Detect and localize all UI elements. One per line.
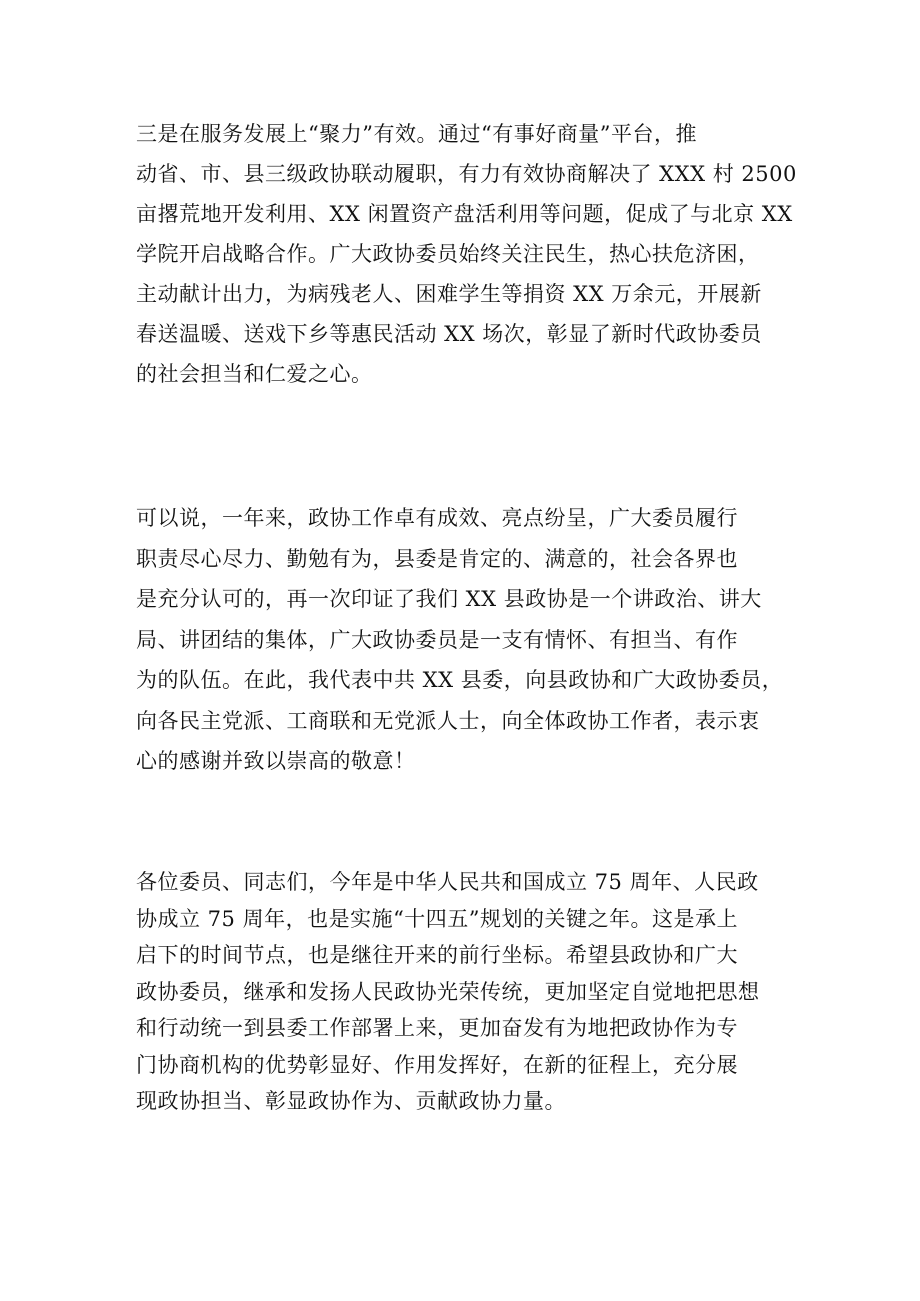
text-line: 现政协担当、彰显政协作为、贡献政协力量。	[136, 1089, 566, 1113]
text-line: 启下的时间节点，也是继往开来的前行坐标。希望县政协和广大	[136, 943, 738, 967]
text-line: 向各民主党派、工商联和无党派人士，向全体政协工作者，表示衷	[136, 708, 760, 733]
text-line: 各位委员、同志们，今年是中华人民共和国成立 75 周年、人民政	[136, 870, 759, 894]
text-line: 为的队伍。在此，我代表中共 XX 县委，向县政协和广大政协委员，	[136, 668, 784, 692]
text-line: 主动献计出力，为病残老人、困难学生等捐资 XX 万余元，开展新	[136, 282, 762, 306]
paragraph-anniversary-outlook	[136, 864, 796, 1120]
text-line: 政协委员，继承和发扬人民政协光荣传统，更加坚定自觉地把思想	[136, 979, 760, 1004]
text-line: 三是在服务发展上“聚力”有效。通过“有事好商量”平台，推	[136, 122, 697, 146]
text-line: 局、讲团结的集体，广大政协委员是一支有情怀、有担当、有作	[136, 627, 738, 652]
text-line: 学院开启战略合作。广大政协委员始终关注民生，热心扶危济困，	[136, 242, 760, 266]
text-line: 的社会担当和仁爱之心。	[136, 362, 373, 386]
paragraph-year-summary	[136, 498, 796, 782]
text-line: 亩撂荒地开发利用、XX 闲置资产盘活利用等问题，促成了与北京 XX	[136, 202, 793, 226]
text-line: 门协商机构的优势彰显好、作用发挥好，在新的征程上，充分展	[136, 1052, 738, 1077]
text-line: 和行动统一到县委工作部署上来，更加奋发有为地把政协作为专	[136, 1016, 738, 1040]
paragraph-service-development	[136, 114, 796, 394]
text-line: 职责尽心尽力、勤勉有为，县委是肯定的、满意的，社会各界也	[136, 546, 738, 571]
text-line: 动省、市、县三级政协联动履职，有力有效协商解决了 XXX 村 2500	[136, 162, 797, 186]
text-line: 心的感谢并致以崇高的敬意！	[136, 749, 416, 773]
text-line: 协成立 75 周年，也是实施“十四五”规划的关键之年。这是承上	[136, 906, 739, 931]
text-line: 春送温暖、送戏下乡等惠民活动 XX 场次，彰显了新时代政协委员	[136, 322, 762, 346]
text-line: 是充分认可的，再一次印证了我们 XX 县政协是一个讲政治、讲大	[136, 587, 762, 611]
text-line: 可以说，一年来，政协工作卓有成效、亮点纷呈，广大委员履行	[136, 506, 738, 530]
